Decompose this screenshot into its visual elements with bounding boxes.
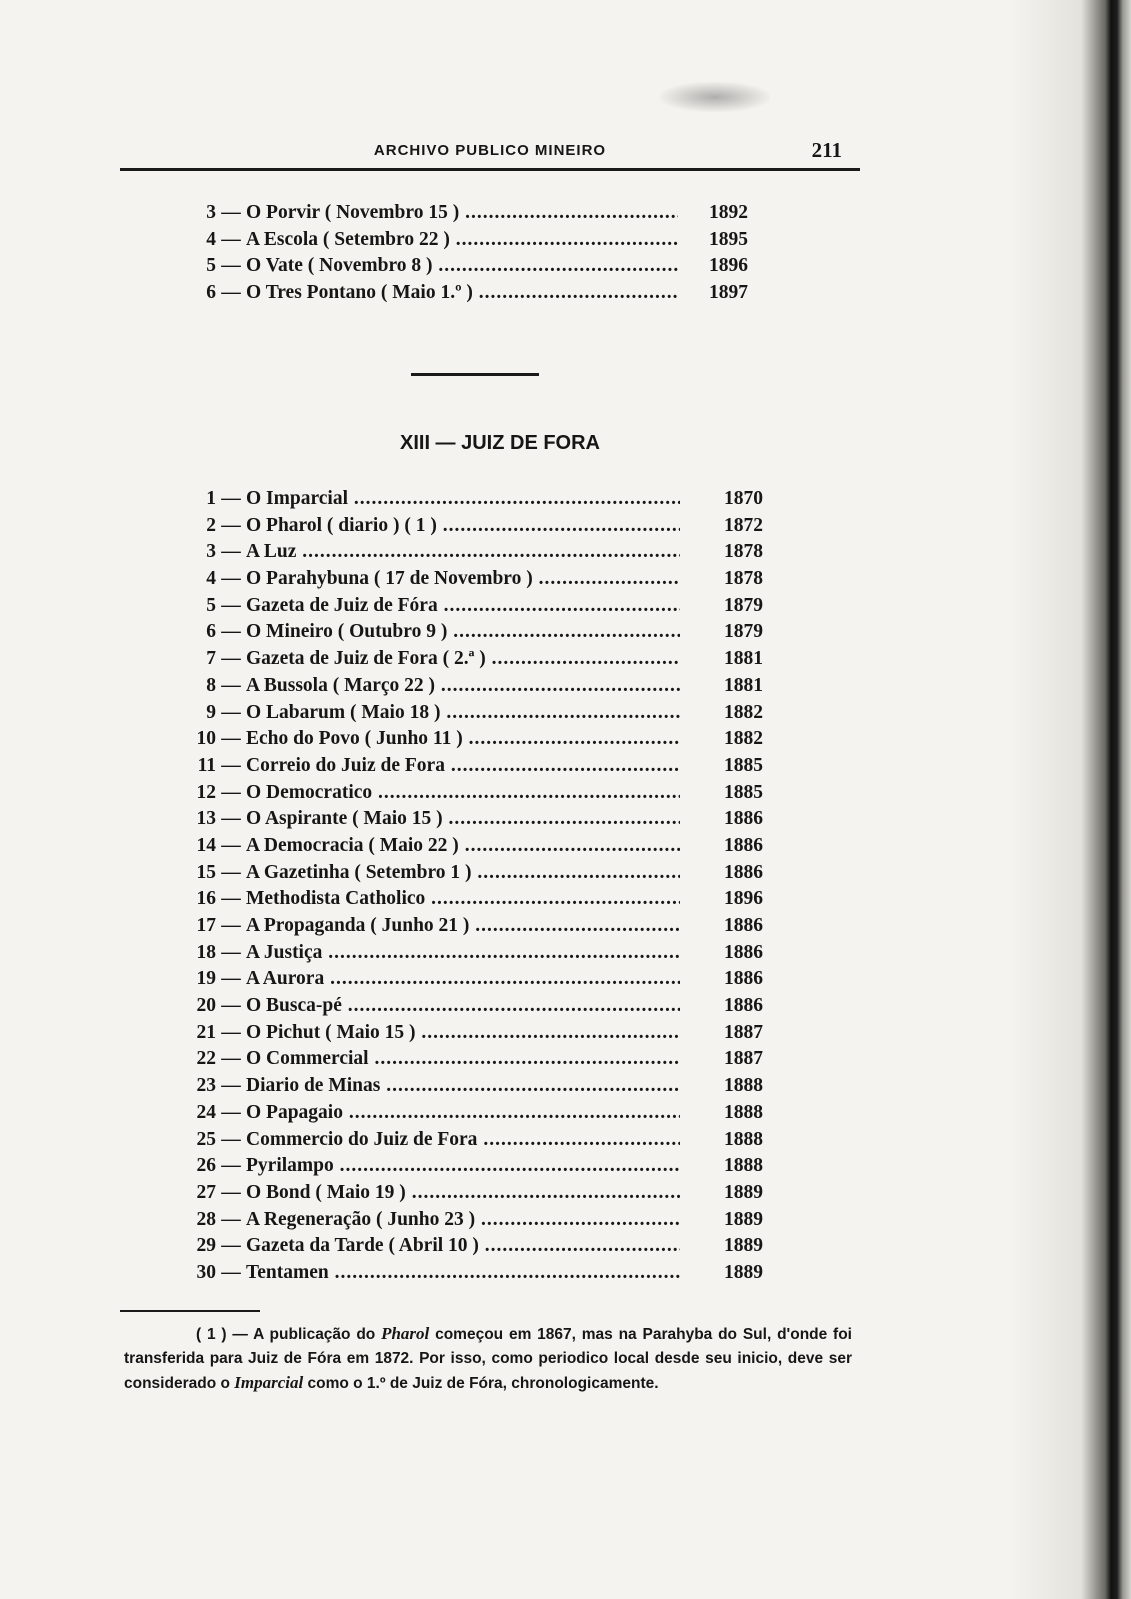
list-item (180, 1180, 780, 1207)
list-item (180, 966, 780, 993)
list-item (180, 1046, 780, 1073)
entry-number: 5 (206, 594, 216, 616)
entry-number: 25 (196, 1128, 216, 1150)
list-item (180, 1153, 780, 1180)
list-item (180, 566, 780, 593)
entry-number: 4 (206, 228, 216, 250)
entry-title: O Democratico ..... (246, 780, 680, 807)
ink-smudge (660, 82, 770, 112)
entry-year: 1889 (724, 1261, 763, 1283)
entry-dash: — (221, 621, 241, 643)
entry-year: 1889 (724, 1208, 763, 1230)
entry-title: A Gazetinha ( Setembro 1 ) ..... (246, 860, 680, 887)
entry-year: 1885 (724, 781, 763, 803)
entry-year: 1886 (724, 941, 763, 963)
list-item (180, 486, 780, 513)
list-item (180, 1127, 780, 1154)
entry-title: O Parahybuna ( 17 de Novembro ) ..... (246, 566, 680, 593)
entry-number: 6 (206, 282, 216, 304)
entry-number: 15 (196, 861, 216, 883)
footnote (124, 1322, 852, 1396)
entry-year: 1886 (724, 968, 763, 990)
entry-number: 1 (206, 488, 216, 509)
entry-dash: — (221, 834, 241, 856)
entry-number: 12 (196, 781, 216, 803)
list-item (180, 1100, 780, 1127)
entry-year: 1889 (724, 1181, 763, 1203)
list-item (180, 253, 780, 280)
list-item (180, 1233, 780, 1260)
entry-number: 3 (206, 202, 216, 223)
list-item (180, 539, 780, 566)
entry-dash: — (221, 674, 241, 696)
entry-year: 1879 (724, 621, 763, 643)
entry-year: 1870 (724, 488, 763, 509)
list-item (180, 227, 780, 254)
list-item (180, 940, 780, 967)
entry-year: 1886 (724, 834, 763, 856)
list-item (180, 886, 780, 913)
juiz-de-fora-list (180, 486, 780, 1287)
entry-dash: — (221, 488, 241, 509)
section-title: XIII — JUIZ DE FORA (399, 432, 601, 454)
entry-year: 1888 (724, 1075, 763, 1097)
footnote-pharol: Pharol (381, 1324, 430, 1343)
entry-dash: — (221, 202, 241, 223)
list-item (180, 913, 780, 940)
entry-dash: — (221, 648, 241, 670)
entry-number: 22 (196, 1048, 216, 1070)
entry-dash: — (221, 594, 241, 616)
entry-title: A Propaganda ( Junho 21 ) ..... (246, 913, 680, 940)
list-item (180, 1207, 780, 1234)
list-item (180, 673, 780, 700)
entry-title: O Labarum ( Maio 18 ) ..... (246, 700, 680, 727)
entry-year: 1879 (724, 594, 763, 616)
entry-year: 1896 (709, 255, 748, 277)
entry-title: A Escola ( Setembro 22 ) ..... (246, 227, 678, 254)
entry-year: 1886 (724, 861, 763, 883)
entry-dash: — (221, 888, 241, 910)
entry-year: 1882 (724, 701, 763, 723)
entry-year: 1895 (709, 228, 748, 250)
entry-number: 13 (196, 808, 216, 830)
entry-title: Gazeta de Juiz de Fora ( 2.ª ) ..... (246, 646, 680, 673)
entry-dash: — (221, 1261, 241, 1283)
list-item (180, 1260, 780, 1287)
entry-number: 21 (196, 1021, 216, 1043)
entry-dash: — (221, 1235, 241, 1257)
footnote-text-2: começou em 1867, mas na Parahyba do Sul, d'onde foi transferida para Juiz de Fóra em 1872. Por isso, como periodico local desde seu inicio, deve ser considerado o (124, 1326, 852, 1392)
entry-number: 23 (196, 1075, 216, 1097)
entry-dash: — (221, 701, 241, 723)
entry-dash: — (221, 282, 241, 304)
entry-number: 6 (206, 621, 216, 643)
section-divider (411, 373, 539, 376)
entry-title: A Bussola ( Março 22 ) ..... (246, 673, 680, 700)
entry-title: A Aurora ..... (246, 966, 680, 993)
entry-number: 5 (206, 255, 216, 277)
entry-title: O Tres Pontano ( Maio 1.º ) ..... (246, 280, 678, 307)
book-gutter (1011, 0, 1131, 1599)
entry-dash: — (221, 1101, 241, 1123)
entry-title: Gazeta de Juiz de Fóra ..... (246, 593, 680, 620)
entry-title: O Vate ( Novembro 8 ) ..... (246, 253, 678, 280)
list-item (180, 993, 780, 1020)
entry-title: O Pharol ( diario ) ( 1 ) ..... (246, 513, 680, 540)
entry-title: O Imparcial ..... (246, 486, 680, 513)
entry-year: 1887 (724, 1048, 763, 1070)
entry-dash: — (221, 228, 241, 250)
entry-title: A Justiça ..... (246, 940, 680, 967)
entry-year: 1885 (724, 754, 763, 776)
list-item (180, 646, 780, 673)
entry-title: A Democracia ( Maio 22 ) ..... (246, 833, 680, 860)
entry-title: Pyrilampo ..... (246, 1153, 680, 1180)
entry-year: 1872 (724, 514, 763, 536)
entry-number: 26 (196, 1155, 216, 1177)
entry-title: Echo do Povo ( Junho 11 ) ..... (246, 726, 680, 753)
entry-number: 24 (196, 1101, 216, 1123)
entry-title: O Mineiro ( Outubro 9 ) ..... (246, 619, 680, 646)
entry-year: 1887 (724, 1021, 763, 1043)
entry-number: 27 (196, 1181, 216, 1203)
entry-title: Commercio do Juiz de Fora ..... (246, 1127, 680, 1154)
entry-number: 18 (196, 941, 216, 963)
entry-title: O Porvir ( Novembro 15 ) ..... (246, 200, 678, 227)
entry-dash: — (221, 1208, 241, 1230)
entry-number: 16 (196, 888, 216, 910)
entry-number: 10 (196, 728, 216, 750)
list-item (180, 513, 780, 540)
entry-dash: — (221, 754, 241, 776)
entry-title: O Bond ( Maio 19 ) ..... (246, 1180, 680, 1207)
list-item (180, 860, 780, 887)
footnote-imparcial: Imparcial (234, 1373, 304, 1392)
entry-title: Gazeta da Tarde ( Abril 10 ) ..... (246, 1233, 680, 1260)
entry-number: 11 (197, 754, 216, 776)
entry-title: Tentamen ..... (246, 1260, 680, 1287)
entry-year: 1886 (724, 808, 763, 830)
list-item (180, 700, 780, 727)
entry-dash: — (221, 861, 241, 883)
list-item (180, 619, 780, 646)
entry-title: A Regeneração ( Junho 23 ) ..... (246, 1207, 680, 1234)
entry-number: 19 (196, 968, 216, 990)
entry-dash: — (221, 1181, 241, 1203)
entry-number: 3 (206, 541, 216, 563)
page-number: 211 (811, 138, 842, 162)
entry-title: O Busca-pé ..... (246, 993, 680, 1020)
entry-dash: — (221, 808, 241, 830)
entry-dash: — (221, 968, 241, 990)
entry-dash: — (221, 941, 241, 963)
entry-dash: — (221, 915, 241, 936)
entry-number: 8 (206, 674, 216, 696)
entry-number: 28 (196, 1208, 216, 1230)
entry-number: 29 (196, 1235, 216, 1257)
entry-dash: — (221, 568, 241, 590)
entry-year: 1888 (724, 1155, 763, 1177)
list-item (180, 1020, 780, 1047)
entry-number: 2 (206, 514, 216, 536)
entry-dash: — (221, 1021, 241, 1043)
entry-dash: — (221, 514, 241, 536)
entry-number: 20 (196, 995, 216, 1017)
entry-year: 1897 (709, 282, 748, 304)
entry-dash: — (221, 541, 241, 563)
entry-number: 4 (206, 568, 216, 590)
entry-dash: — (221, 1128, 241, 1150)
list-item (180, 200, 780, 227)
entry-title: O Aspirante ( Maio 15 ) ..... (246, 806, 680, 833)
entry-dash: — (221, 255, 241, 277)
continued-list (180, 200, 780, 307)
list-item (180, 1073, 780, 1100)
entry-year: 1888 (724, 1101, 763, 1123)
entry-title: O Commercial ..... (246, 1046, 680, 1073)
footnote-text-3: como o 1.º de Juiz de Fóra, chronologicamente. (307, 1375, 659, 1392)
footnote-rule (120, 1310, 260, 1312)
entry-title: Correio do Juiz de Fora ..... (246, 753, 680, 780)
entry-number: 30 (196, 1261, 216, 1283)
entry-dash: — (221, 728, 241, 750)
list-item (180, 833, 780, 860)
entry-title: A Luz ..... (246, 539, 680, 566)
entry-year: 1896 (724, 888, 763, 910)
running-title: ARCHIVO PUBLICO MINEIRO (373, 142, 607, 159)
entry-number: 9 (206, 701, 216, 723)
entry-year: 1886 (724, 915, 763, 936)
entry-year: 1881 (724, 648, 763, 670)
entry-year: 1892 (709, 202, 748, 223)
entry-number: 7 (206, 648, 216, 670)
entry-dash: — (221, 1048, 241, 1070)
entry-dash: — (221, 781, 241, 803)
list-item (180, 753, 780, 780)
list-item (180, 780, 780, 807)
entry-year: 1889 (724, 1235, 763, 1257)
list-item (180, 593, 780, 620)
entry-dash: — (221, 1075, 241, 1097)
entry-title: Methodista Catholico ..... (246, 886, 680, 913)
list-item (180, 726, 780, 753)
entry-year: 1888 (724, 1128, 763, 1150)
entry-year: 1881 (724, 674, 763, 696)
page-header (120, 138, 860, 171)
entry-number: 17 (196, 915, 216, 936)
entry-dash: — (221, 995, 241, 1017)
entry-title: O Papagaio ..... (246, 1100, 680, 1127)
entry-year: 1886 (724, 995, 763, 1017)
entry-year: 1878 (724, 541, 763, 563)
entry-dash: — (221, 1155, 241, 1177)
footnote-marker: ( 1 ) — (196, 1326, 248, 1343)
entry-year: 1878 (724, 568, 763, 590)
entry-number: 14 (196, 834, 216, 856)
entry-title: O Pichut ( Maio 15 ) ..... (246, 1020, 680, 1047)
list-item (180, 280, 780, 307)
list-item (180, 806, 780, 833)
footnote-text-1: A publicação do (253, 1326, 376, 1343)
entry-year: 1882 (724, 728, 763, 750)
entry-title: Diario de Minas ..... (246, 1073, 680, 1100)
